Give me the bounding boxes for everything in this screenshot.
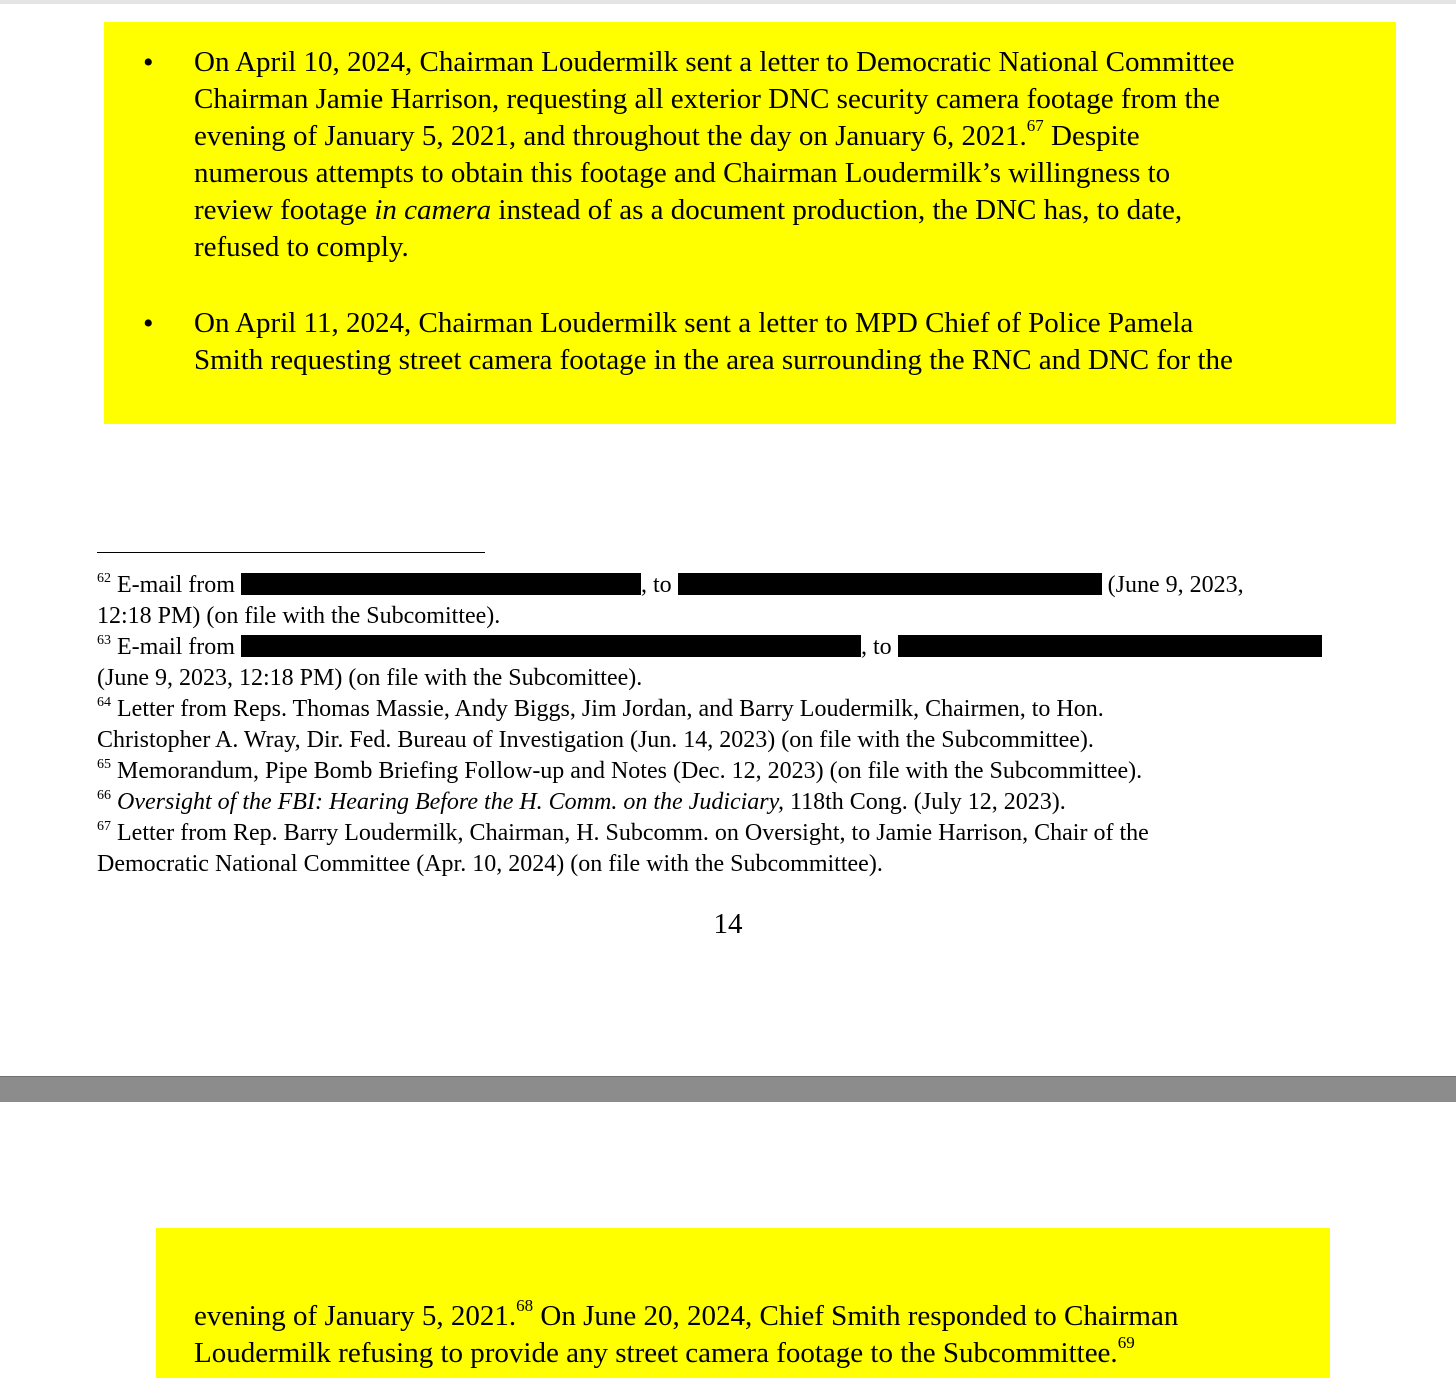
footnote-64-cont: Christopher A. Wray, Dir. Fed. Bureau of Investigation (Jun. 14, 2023) (on file with the Subcommittee). (97, 727, 1094, 753)
bullet-marker: • (143, 307, 154, 340)
text-line: Smith requesting street camera footage in the area surrounding the RNC and DNC for the (194, 344, 1233, 376)
previous-page-edge (0, 0, 1456, 4)
redaction-bar (898, 635, 1322, 657)
footnote-65: $^{65}$ Memorandum, Pipe Bomb Briefing Follow-up and Notes (Dec. 12, 2023) (on file with the Subcommittee). (97, 757, 1143, 784)
footnote-63: $^{63}$ E-mail from , to (97, 632, 1347, 663)
page-separator (0, 1076, 1456, 1102)
footnote-ref-67[interactable]: 67 (1026, 116, 1044, 135)
page-number: 14 (713, 908, 743, 940)
redaction-bar (241, 635, 861, 657)
text-line: On April 11, 2024, Chairman Loudermilk sent a letter to MPD Chief of Police Pamela (194, 307, 1194, 339)
redaction-bar (241, 573, 641, 595)
text-line: On April 10, 2024, Chairman Loudermilk sent a letter to Democratic National Committee (194, 46, 1235, 78)
footnote-64: $^{64}$ Letter from Reps. Thomas Massie, Andy Biggs, Jim Jordan, and Barry Loudermilk, Chairmen, to Hon. (97, 695, 1104, 722)
footnote-divider (97, 552, 485, 553)
footnote-62: $^{62}$ E-mail from , to (June 9, 2023, (97, 571, 1244, 598)
text-line: Loudermilk refusing to provide any street camera footage to the Subcommittee.$^{69}$ (194, 1333, 1135, 1369)
footnote-ref-69[interactable]: 69 (1117, 1333, 1135, 1352)
italic-term: in camera (374, 194, 492, 226)
text-line: Chairman Jamie Harrison, requesting all exterior DNC security camera footage from the (194, 83, 1220, 115)
footnote-ref-68[interactable]: 68 (516, 1296, 534, 1315)
footnote-67: $^{67}$ Letter from Rep. Barry Loudermilk, Chairman, H. Subcomm. on Oversight, to Jamie Harrison, Chair of the (97, 819, 1149, 846)
bullet-paragraph-april-11 (194, 305, 1384, 379)
continued-paragraph (194, 1298, 1384, 1372)
footnote-63-cont: (June 9, 2023, 12:18 PM) (on file with the Subcomittee). (97, 665, 643, 691)
footnote-66: $^{66}$ Oversight of the FBI: Hearing Before the H. Comm. on the Judiciary, 118th Cong. (July 12, 2023). (97, 788, 1066, 815)
redaction-bar (678, 573, 1102, 595)
footnote-62-cont: 12:18 PM) (on file with the Subcomittee). (97, 603, 501, 629)
text-line: numerous attempts to obtain this footage and Chairman Loudermilk’s willingness to (194, 157, 1171, 189)
footnotes (97, 570, 1347, 880)
text-line: evening of January 5, 2021, and throughout the day on January 6, 2021.67 Despite (194, 116, 1140, 152)
bullet-marker: • (143, 46, 154, 79)
text-line: evening of January 5, 2021.68 On June 20, 2024, Chief Smith responded to Chairman (194, 1296, 1179, 1332)
text-line: review footage in camera instead of as a document production, the DNC has, to date, (194, 194, 1183, 226)
bullet-paragraph-april-10 (194, 44, 1384, 266)
text-line: refused to comply. (194, 231, 409, 263)
footnote-67-cont: Democratic National Committee (Apr. 10, 2024) (on file with the Subcommittee). (97, 851, 883, 877)
